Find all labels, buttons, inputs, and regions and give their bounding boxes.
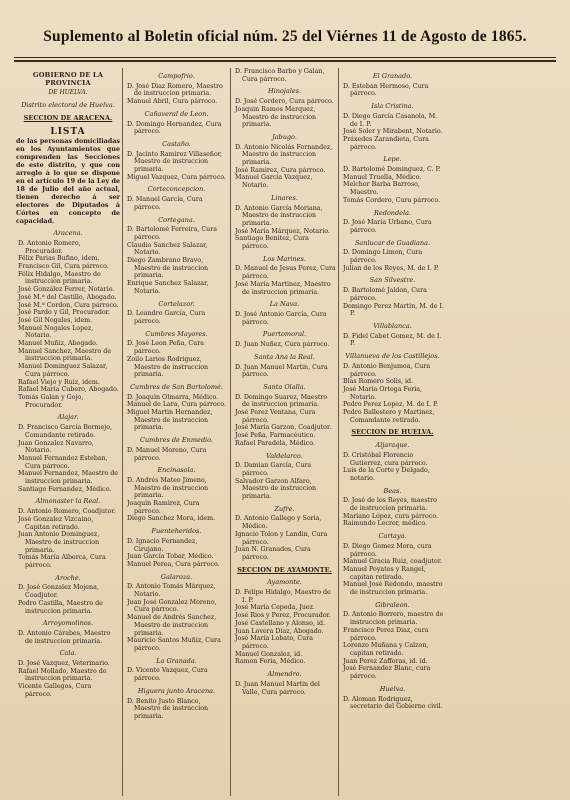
elector-entry: Diego Zambrano Bravo, Maestro de instruccion primaria. xyxy=(127,257,209,280)
elector-entry: Lorenzo Muñana y Calzon, capitan retirado. xyxy=(343,642,429,657)
municipality-heading: Aroche. xyxy=(55,573,81,582)
elector-entry: D. Esteban Hermoso, Cura párroco. xyxy=(343,82,429,98)
elector-entry: Rafael Viejo y Ruiz, idem. xyxy=(18,378,100,386)
elector-entry: D. Antonio Nicolás Fernandez, Maestro de instruccion primaria. xyxy=(235,143,333,167)
elector-entry: D. Juan Nuñez, Cura párroco. xyxy=(235,341,330,349)
elector-entry: D. Diego Gomez Mora, cura párroco. xyxy=(343,542,432,558)
municipality-heading: Villablanca. xyxy=(373,321,412,330)
municipality-heading: Almendro. xyxy=(267,670,302,679)
elector-entry: Manuel Nogales Lopez, Notario. xyxy=(18,324,94,340)
elector-entry: Pedro Perez Lopez, M. de I. P. xyxy=(343,401,438,409)
municipality-heading: Redondela. xyxy=(373,208,412,217)
elector-entry: Juan Lovera Díaz, Abogado. xyxy=(235,627,324,635)
elector-entry: D. José Antonio García, Cura párroco. xyxy=(235,310,327,326)
section-heading-huelva: SECCION DE HUELVA. xyxy=(351,428,434,437)
municipality-heading: Cañaveral de Leon. xyxy=(144,109,209,118)
municipality-heading: Zufre. xyxy=(274,504,295,513)
municipality-heading: Cumbres de San Bartolomé. xyxy=(130,382,223,391)
elector-entry: Zoilo Larios Rodriguez, Maestro de instruccion primaria. xyxy=(127,355,209,379)
section-heading-ayamonte: SECCION DE AYAMONTE. xyxy=(237,565,332,574)
elector-entry: Rafael María Cubero, Abogado. xyxy=(18,386,119,394)
elector-entry: Manuel Sanchez, Maestro de instruccion primaria. xyxy=(18,347,112,363)
elector-entry: D. Antonio García Moriana, Maestro de instruccion primaria. xyxy=(235,204,323,227)
elector-entry: D. José María Urbano, Cura párroco. xyxy=(343,219,432,234)
municipality-heading: Valdelarco. xyxy=(266,451,303,460)
municipality-heading: Campofrio. xyxy=(158,72,195,80)
elector-entry: José Fernandez Blanc, cura párroco. xyxy=(343,665,431,681)
municipality-heading: Jabugo. xyxy=(272,132,297,141)
elector-entry: D. Domingo Suarez, Maestro de instruccion primaria. xyxy=(235,393,328,409)
elector-entry: Manuel Dominguez Salazar, Cura párroco. xyxy=(18,363,108,378)
group-list xyxy=(16,230,120,698)
section-heading: SECCION DE ARACENA. xyxy=(23,113,113,122)
municipality-heading: Alajar. xyxy=(57,413,79,422)
government-subheading: DE HUELVA. xyxy=(48,89,88,97)
elector-entry: José María Ortega Feria, Notario. xyxy=(343,385,423,401)
group-list xyxy=(233,579,336,696)
municipality-heading: Encinasola. xyxy=(157,466,196,475)
elector-entry: Tomás Cordero, Cura párroco. xyxy=(343,196,441,204)
elector-entry: Ignacio Tolon y Landin, Cura párroco. xyxy=(235,530,328,546)
elector-entry: D. Bartolomé Ferreira, Cura párroco. xyxy=(127,226,217,241)
municipality-heading: Cartaya. xyxy=(378,532,407,541)
elector-entry: D. José Gonzalez Mojena, Coadjutor. xyxy=(18,584,99,600)
municipality-heading: Cumbres Mayores. xyxy=(145,329,208,338)
elector-entry: Santiago Fernandez, Médico. xyxy=(18,485,112,493)
elector-entry: José M.ª del Castillo, Abogado. xyxy=(18,293,117,301)
elector-entry: D. Antonio Benjumea, Cura párroco. xyxy=(343,362,431,378)
municipality-heading: Huelva. xyxy=(379,684,406,693)
elector-entry: D. Aloman Rodriguez, secretario del Gobierno civil. xyxy=(343,695,443,711)
municipality-heading: Castaño. xyxy=(162,139,191,148)
elector-entry: Félix Parias Bufino, idem. xyxy=(18,255,100,263)
elector-entry: D. José de los Reyes, maestro de instruccion primaria. xyxy=(343,497,437,513)
elector-entry: José Perez Ventana, Cura párroco. xyxy=(235,409,316,424)
elector-entry: José Soler y Mirabent, Notario. xyxy=(343,128,443,136)
elector-entry: Joaquin Ramos Marquez, Maestro de instruccion primaria. xyxy=(235,105,317,129)
elector-entry: D. Damian García, Cura párroco. xyxy=(235,462,312,477)
municipality-heading: Aljaraque. xyxy=(375,441,410,450)
elector-entry: José M.ª Cordon, Cura párroco. xyxy=(18,301,119,309)
elector-entry: José María Garzon, Coadjutor. xyxy=(235,424,332,432)
elector-entry: Ramon Feria, Médico. xyxy=(235,658,306,666)
municipality-heading: Arroyomolinos. xyxy=(42,619,94,628)
elector-entry: Pedro Castilla, Maestro de instruccion primaria. xyxy=(18,599,103,615)
elector-entry: Juan José Gonzalez Moreno, Cura párroco. xyxy=(127,598,217,614)
district-heading: Distrito electoral de Huelva. xyxy=(21,101,115,110)
elector-entry: José Peña, Farmacéutico. xyxy=(235,432,316,440)
elector-entry: Enrique Sanchez Salazar, Notario. xyxy=(127,280,209,295)
group-list xyxy=(233,88,336,561)
elector-entry: Melchor Barba Barroso, Maestro. xyxy=(343,181,420,197)
elector-entry: Manuel Fernandez, Maestro de instruccion primaria. xyxy=(18,470,119,486)
municipality-heading: Gibraleon. xyxy=(375,600,410,609)
elector-entry: D. Bartolomé Dominguez, C. P. xyxy=(343,166,441,174)
elector-entry: D. Ignacio Fernandez, Cirujano. xyxy=(127,537,198,553)
column-3 xyxy=(230,68,338,796)
municipality-heading: Isla Cristina. xyxy=(371,102,414,111)
elector-entry: D. Domingo Hernandez, Cura párroco. xyxy=(127,120,222,136)
municipality-heading: El Granado. xyxy=(372,72,413,80)
elector-entry: D. Antonio Tomás Márquez, Notario. xyxy=(127,583,216,599)
elector-entry: José Rios y Perez, Procurador. xyxy=(235,612,331,620)
elector-entry: Diego Sanchez Mora, idem. xyxy=(127,515,216,523)
lista-description: de las personas domiciliadas en los Ayuntamientos que comprenden las Secciones de este distrito, y que con arreglo á lo que se dispone en el artículo 19 de la Ley de 18 de Julio del año actual, tienen derecho á ser electores de Diputados á Córtes en concepto de capacidad. xyxy=(16,137,120,226)
elector-entry: José Castellano y Alonso, id. xyxy=(235,619,326,627)
elector-entry: Manuel de Andrés Sanchez, Maestro de instruccion primaria. xyxy=(127,614,217,637)
elector-entry: Domingo Perez Martin, M. de I. P. xyxy=(343,302,444,318)
municipality-heading: Cumbres de Enmedio. xyxy=(140,436,213,445)
elector-entry: José Gonzalez Vizcaino, Capitan retirado. xyxy=(18,515,94,531)
elector-entry: Manuel Poyatos y Rangel, capitan retirado. xyxy=(343,565,426,581)
elector-entry: Manuel Fernandez Esteban, Cura párroco. xyxy=(18,454,108,470)
elector-entry: D. Manuel García, Cura párroco. xyxy=(127,196,203,211)
municipality-heading: La Nava. xyxy=(269,300,300,309)
elector-entry: José María Cepeda, Juez. xyxy=(235,604,315,612)
elector-entry: Vicente Gallegos, Cura párroco. xyxy=(18,683,92,698)
elector-entry: D. Antonio Borrero, maestro de instruccion primaria. xyxy=(343,611,444,627)
elector-entry: D. Juan Manuel Martin, Cura párroco. xyxy=(235,363,328,379)
elector-entry: Juan N. Granados, Cura párroco. xyxy=(235,546,311,561)
elector-entry: Juan Gonzalez Navarro, Notario. xyxy=(18,439,94,455)
municipality-heading: Sanlucar de Guadiana. xyxy=(354,238,431,247)
elector-entry: Manuel de Lara, Cura párroco. xyxy=(127,401,226,409)
group-list xyxy=(125,73,228,721)
elector-entry: D. Domingo Limon, Cura párroco. xyxy=(343,249,423,265)
elector-entry: Blas Romero Solis, id. xyxy=(343,378,414,386)
elector-entry: D. Manuel de Jesus Perez, Cura párroco. xyxy=(235,265,336,281)
elector-entry: Luis de la Corte y Delgado, notario. xyxy=(343,467,430,482)
elector-entry: Julian de los Reyes, M. de I. P. xyxy=(343,264,439,272)
municipality-heading: Villanueva de los Castillejos. xyxy=(345,352,440,361)
elector-entry: D. Andrés Mateo Jimeno, Maestro de instruccion primaria. xyxy=(127,476,209,500)
elector-entry: D. Benito Justo Blanco, Maestro de instruccion primaria. xyxy=(127,697,209,720)
municipality-heading: Aracena. xyxy=(53,229,83,238)
elector-entry: D. Antonio Romero, Procurador. xyxy=(18,239,81,255)
elector-entry: Claudio Sanchez Salazar, Notario. xyxy=(127,241,208,257)
group-list xyxy=(341,73,444,424)
elector-entry: Francisco Gil, Cura párroco. xyxy=(18,263,109,271)
elector-entry: D. Antonio Romero, Coadjutor. xyxy=(18,508,116,516)
lista-title: LISTA xyxy=(50,126,86,137)
elector-entry: José María Martinez, Maestro de instruccion primaria. xyxy=(235,280,331,296)
column-2 xyxy=(122,68,230,796)
elector-entry: Manuel Truella, Médico. xyxy=(343,173,422,181)
elector-entry: D. José Leon Peña, Cura párroco. xyxy=(127,340,204,356)
municipality-heading: Cala. xyxy=(59,649,77,658)
municipality-heading: San Silvestre. xyxy=(369,276,416,285)
elector-entry: D. Felipe Hidalgo, Maestro de I. P. xyxy=(235,589,331,604)
elector-entry: José María Lobato, Cura párroco. xyxy=(235,635,313,650)
elector-entry: D. Bartolomé Jaldon, Cura párroco. xyxy=(343,287,427,302)
municipality-heading: Santa Ana la Real. xyxy=(254,352,315,361)
elector-entry: Manuel Abril, Cura párroco. xyxy=(127,98,218,106)
elector-entry: Pedro Ballestero y Martinez, Comandante retirado. xyxy=(343,409,435,424)
elector-entry: Manuel García Vazquez, Notario. xyxy=(235,174,313,190)
municipality-heading: Linares. xyxy=(271,193,298,202)
elector-entry: D. Juan Manuel Martin del Valle, Cura párroco. xyxy=(235,680,320,696)
elector-entry: Juan Antonio Dominguez, Maestro de instruccion primaria. xyxy=(18,531,100,554)
municipality-heading: Hinojales. xyxy=(267,87,302,96)
elector-entry: Rafael Paradela, Médico. xyxy=(235,439,315,447)
elector-entry: Félix Hidalgo, Maestro de instruccion primaria. xyxy=(18,270,101,286)
masthead-rule-thick xyxy=(14,60,556,62)
elector-entry: Juan García Tobar, Médico. xyxy=(127,553,214,561)
elector-entry: José Ramirez, Cura párroco. xyxy=(235,166,326,174)
municipality-heading: Beas. xyxy=(383,486,402,495)
elector-entry: José González Ferrer, Notario. xyxy=(18,286,115,294)
elector-entry: Joaquin Ramirez, Cura párroco. xyxy=(127,500,200,515)
elector-entry: José María Márquez, Notario. xyxy=(235,227,330,235)
municipality-heading: Higuera junto Aracena. xyxy=(137,686,216,695)
elector-entry: Manuel Gonzalez, id. xyxy=(235,650,303,658)
elector-entry: D. Leandro García, Cura párroco. xyxy=(127,310,206,325)
government-heading: GOBIERNO DE LA PROVINCIA xyxy=(32,71,104,87)
municipality-heading: Puertomoral. xyxy=(262,330,307,339)
column-4 xyxy=(338,68,446,796)
elector-entry: Manuel Perea, Cura párroco. xyxy=(127,560,220,568)
municipality-heading: Corteconcepcion. xyxy=(147,185,206,194)
elector-entry: Juan Perez Zafforas, id. id. xyxy=(343,657,428,665)
elector-entry: Francisco Perez Diaz, cura párroco. xyxy=(343,626,429,642)
elector-entry: Miguel Martin Hernandez, Maestro de instruccion primaria. xyxy=(127,409,213,432)
elector-entry: D. Jacinto Ramirez Villaseñor, Maestro de instruccion primaria. xyxy=(127,150,223,174)
group-list xyxy=(341,442,444,711)
elector-entry: D. José Cordero, Cura párroco. xyxy=(235,98,334,106)
elector-entry: Mariano López, cura párroco. xyxy=(343,512,439,520)
elector-entry: Manuel José Redondo, maestro de instruccion primaria. xyxy=(343,581,443,597)
masthead-title: Suplemento al Boletin oficial núm. 25 del Viérnes 11 de Agosto de 1865. xyxy=(43,28,527,45)
elector-entry: José Pardo y Gil, Procurador. xyxy=(18,309,110,317)
municipality-heading: Fuenteheridos. xyxy=(151,527,202,536)
elector-entry: Salvador Garzon Alfaro, Maestro de instruccion primaria. xyxy=(235,477,317,501)
municipality-heading: Cortegana. xyxy=(158,215,195,224)
elector-entry: D. Cristóbal Florencio Gutierrez, cura párroco. xyxy=(343,451,428,467)
column-1 xyxy=(14,68,122,796)
municipality-heading: Lepe. xyxy=(383,155,402,164)
elector-entry: D. Antonio Gallego y Soria, Médico. xyxy=(235,515,322,531)
elector-entry: Miguel Vazquez, Cura párroco. xyxy=(127,173,226,181)
elector-entry: D. Antonio Cárabes, Maestro de instruccion primaria. xyxy=(18,629,111,645)
columns xyxy=(14,68,558,796)
lead-entry: D. Francisco Barbo y Galan, Cura párroco. xyxy=(235,68,325,83)
municipality-heading: La Granada. xyxy=(156,656,197,665)
masthead-rule xyxy=(14,57,556,58)
elector-entry: Raimundo Lecrer, médico. xyxy=(343,520,428,528)
municipality-heading: Ayamonte. xyxy=(267,578,302,587)
municipality-heading: Almonaster la Real. xyxy=(35,497,101,506)
elector-entry: D. José Vazquez, Veterinario. xyxy=(18,660,110,668)
elector-entry: D. Vicente Vazquez, Cura párroco. xyxy=(127,667,208,683)
elector-entry: Tomás Galan y Gojo, Procurador. xyxy=(18,393,84,409)
municipality-heading: Los Marines. xyxy=(263,254,306,263)
elector-entry: Rafael Mollado, Maestro de instruccion primaria. xyxy=(18,667,107,683)
elector-entry: Tomás María Alberca, Cura párroco. xyxy=(18,554,106,570)
elector-entry: D. José Diaz Romero, Maestro de instruccion primaria. xyxy=(127,82,223,98)
elector-entry: Práxedes Zarandieta, Cura párroco. xyxy=(343,135,429,151)
elector-entry: D. Joaquin Olmarra, Médico. xyxy=(127,393,219,401)
elector-entry: Mauricio Santos Muñiz, Cura párroco. xyxy=(127,637,221,652)
municipality-heading: Cortelazor. xyxy=(158,299,195,308)
elector-entry: José Gil Nogales, idem. xyxy=(18,316,93,324)
elector-entry: D. Francisco García Bermejo, Comandante retirado. xyxy=(18,424,113,439)
municipality-heading: Galaroza. xyxy=(160,572,193,581)
elector-entry: Manuel Gracia Ruiz, coadjutor. xyxy=(343,558,443,566)
elector-entry: D. Diego García Casanola, M. de I. P. xyxy=(343,112,438,128)
elector-entry: Santiago Benitez, Cura párroco. xyxy=(235,235,309,251)
municipality-heading: Santa Olalla. xyxy=(263,382,306,391)
elector-entry: Manuel Muñiz, Abogado. xyxy=(18,340,98,348)
elector-entry: D. Manuel Moreno, Cura párroco. xyxy=(127,446,207,462)
elector-entry: D. Fidel Cabet Gomez, M. de I. P. xyxy=(343,332,442,348)
